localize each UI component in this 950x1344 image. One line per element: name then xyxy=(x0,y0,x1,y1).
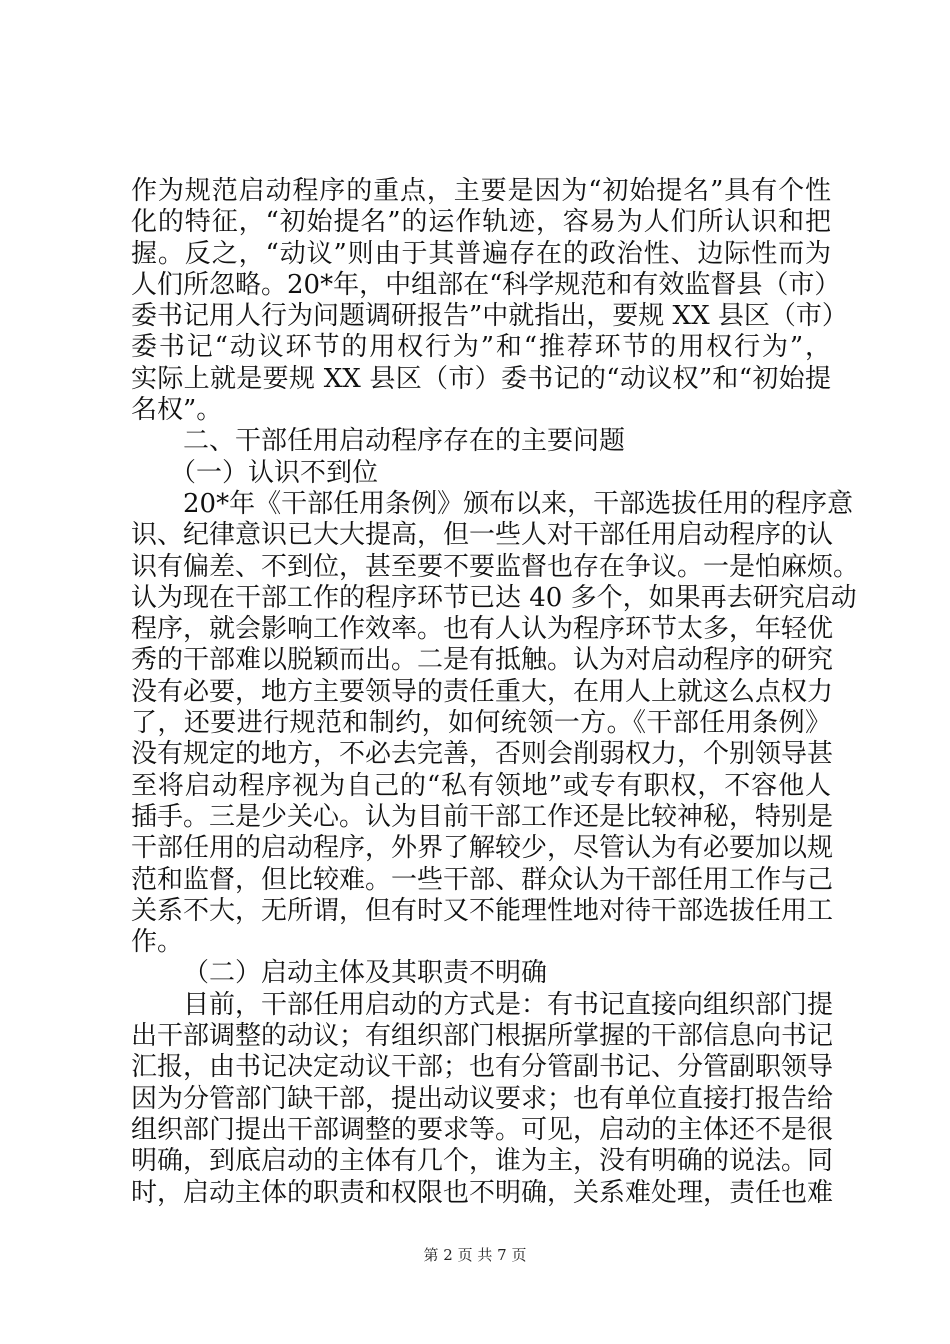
body-line: 识、纪律意识已大大提高，但一些人对干部任用启动程序的认 xyxy=(131,520,834,551)
body-line: 干部任用的启动程序，外界了解较少，尽管认为有必要加以规 xyxy=(131,833,834,864)
body-line: 作为规范启动程序的重点，主要是因为“初始提名”具有个性 xyxy=(131,176,831,206)
body-line: 明确，到底启动的主体有几个，谁为主，没有明确的说法。同 xyxy=(131,1146,834,1177)
body-line: 秀的干部难以脱颖而出。二是有抵触。认为对启动程序的研究 xyxy=(131,645,834,676)
body-line: 认为现在干部工作的程序环节已达 40 多个，如果再去研究启动 xyxy=(131,582,857,613)
body-line: 没有必要，地方主要领导的责任重大，在用人上就这么点权力 xyxy=(131,676,834,707)
body-line: 名权”。 xyxy=(131,395,223,426)
body-line: 识有偏差、不到位，甚至要不要监督也存在争议。一是怕麻烦。 xyxy=(131,551,860,582)
body-line: 组织部门提出干部调整的要求等。可见，启动的主体还不是很 xyxy=(131,1114,834,1145)
body-line: 汇报，由书记决定动议干部；也有分管副书记、分管副职领导 xyxy=(131,1052,834,1083)
body-line: 了，还要进行规范和制约，如何统领一方。《干部任用条例》 xyxy=(131,708,831,739)
section-heading: 二、干部任用启动程序存在的主要问题 xyxy=(183,426,626,457)
body-line: 时，启动主体的职责和权限也不明确，关系难处理，责任也难 xyxy=(131,1177,834,1208)
body-line: 程序，就会影响工作效率。也有人认为程序环节太多，年轻优 xyxy=(131,614,834,645)
body-line: 人们所忽略。20*年，中组部在“科学规范和有效监督县（市） xyxy=(131,269,841,300)
body-line: 范和监督，但比较难。一些干部、群众认为干部任用工作与己 xyxy=(131,864,834,895)
document-body xyxy=(131,176,860,1209)
body-line: 没有规定的地方，不必去完善，否则会削弱权力，个别领导甚 xyxy=(131,739,834,770)
subsection-heading: （二）启动主体及其职责不明确 xyxy=(183,958,548,989)
body-line: 因为分管部门缺干部，提出动议要求；也有单位直接打报告给 xyxy=(131,1083,834,1114)
body-line: 委书记用人行为问题调研报告”中就指出，要规 XX 县区（市） xyxy=(131,301,848,332)
body-line: 实际上就是要规 XX 县区（市）委书记的“动议权”和“初始提 xyxy=(131,363,831,394)
body-line: 插手。三是少关心。认为目前干部工作还是比较神秘，特别是 xyxy=(131,801,834,832)
body-line: 至将启动程序视为自己的“私有领地”或专有职权，不容他人 xyxy=(131,770,831,801)
body-line: 关系不大，无所谓，但有时又不能理性地对待干部选拔任用工 xyxy=(131,895,834,926)
body-line: 握。反之，“动议”则由于其普遍存在的政治性、边际性而为 xyxy=(131,238,831,269)
body-line: 委书记“动议环节的用权行为”和“推荐环节的用权行为”， xyxy=(131,332,831,363)
subsection-heading: （一）认识不到位 xyxy=(170,457,379,488)
body-line: 20*年《干部任用条例》颁布以来，干部选拔任用的程序意 xyxy=(183,488,854,519)
body-line: 出干部调整的动议；有组织部门根据所掌握的干部信息向书记 xyxy=(131,1021,834,1052)
body-line: 目前，干部任用启动的方式是：有书记直接向组织部门提 xyxy=(183,989,834,1020)
body-line: 作。 xyxy=(131,927,184,958)
page-number-footer: 第 2 页 共 7 页 xyxy=(423,1246,527,1264)
body-line: 化的特征，“初始提名”的运作轨迹，容易为人们所认识和把 xyxy=(131,207,831,238)
